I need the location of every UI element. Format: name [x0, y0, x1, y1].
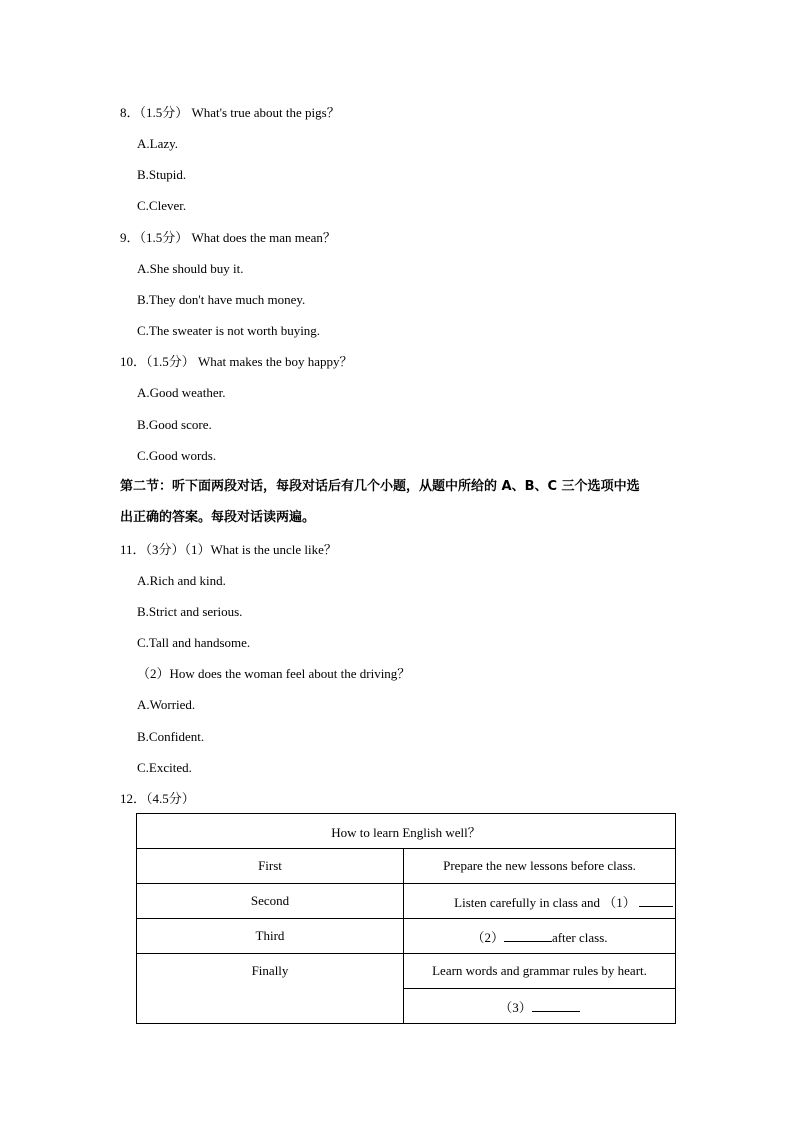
question-11-2-option-b: B.Confident.: [137, 729, 205, 744]
row-content-finally-2: （3）: [499, 999, 532, 1015]
question-10-option-a: A.Good weather.: [137, 385, 226, 400]
question-9-option-c: C.The sweater is not worth buying.: [137, 323, 321, 338]
row-content-third-cell: [404, 919, 676, 954]
row-content-third-prefix: （2）: [471, 929, 504, 945]
question-10-option-c: C.Good words.: [137, 448, 217, 463]
question-11-2-option-c: C.Excited.: [137, 760, 192, 775]
question-11-2-stem: （2）How does the woman feel about the driving？: [137, 666, 411, 681]
table-title-row: [137, 814, 676, 849]
answer-blank-3[interactable]: [532, 999, 580, 1012]
row-label-second: Second: [137, 884, 404, 919]
question-11-2-option-a: A.Worried.: [137, 697, 196, 712]
table-row: [137, 919, 676, 954]
table-row: [137, 849, 676, 884]
row-content-first: Prepare the new lessons before class.: [404, 849, 676, 884]
row-label-first: First: [137, 849, 404, 884]
question-11-1-option-a: A.Rich and kind.: [137, 573, 226, 588]
question-9-stem: 9．（1.5分） What does the man mean？: [120, 230, 336, 245]
question-10-option-b: B.Good score.: [137, 417, 212, 432]
row-content-third-suffix: after class.: [551, 929, 608, 945]
question-10-stem: 10．（1.5分） What makes the boy happy？: [120, 354, 353, 369]
question-8-stem: 8．（1.5分） What's true about the pigs？: [120, 105, 340, 120]
section-2-instructions-line-1: 第二节：听下面两段对话，每段对话后有几个小题，从题中所给的 A、B、C 三个选项中选: [120, 479, 640, 494]
question-9-option-b: B.They don't have much money.: [137, 292, 306, 307]
question-8-option-a: A.Lazy.: [137, 136, 179, 151]
table-row: [137, 884, 676, 919]
row-content-finally: Learn words and grammar rules by heart.: [404, 954, 676, 989]
table-title: How to learn English well？: [137, 814, 676, 849]
question-12-table: [136, 813, 676, 1024]
answer-blank-1[interactable]: [639, 894, 673, 907]
row-content-second: Listen carefully in class and （1）: [454, 894, 636, 910]
question-8-option-b: B.Stupid.: [137, 167, 187, 182]
row-label-third: Third: [137, 919, 404, 954]
question-11-1-option-c: C.Tall and handsome.: [137, 635, 251, 650]
question-8-option-c: C.Clever.: [137, 198, 187, 213]
row-content-finally-2-cell: [404, 989, 676, 1024]
section-2-instructions-line-2: 出正确的答案。每段对话读两遍。: [120, 510, 316, 525]
question-12-stem: 12．（4.5分）: [120, 791, 195, 806]
question-11-stem: 11．（3分）（1）What is the uncle like？: [120, 542, 337, 557]
answer-blank-2[interactable]: [504, 929, 552, 942]
row-content-second-cell: [404, 884, 676, 919]
row-label-finally: Finally: [137, 954, 404, 1024]
question-11-1-option-b: B.Strict and serious.: [137, 604, 243, 619]
table-row: [137, 954, 676, 989]
question-9-option-a: A.She should buy it.: [137, 261, 244, 276]
